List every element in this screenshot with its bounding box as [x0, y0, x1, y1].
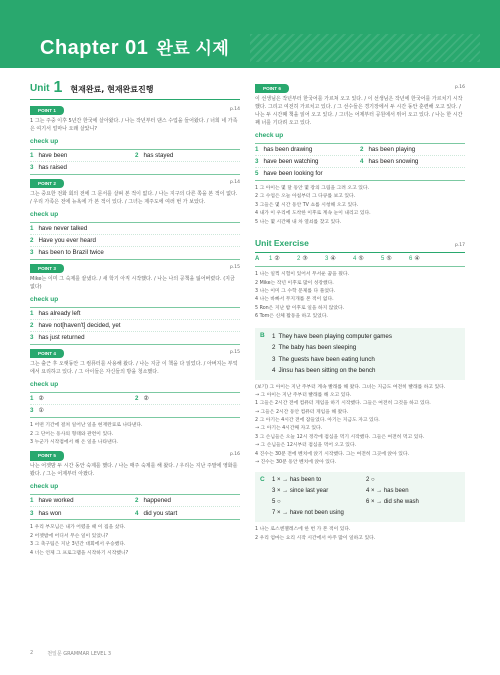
exercise-c-item [366, 508, 460, 519]
note-line: → 진수는 30분 동안 벤치에 앉아 있다. [255, 460, 337, 466]
note-line: → 그들은 2시간 동안 컴퓨터 게임을 해 왔다. [255, 409, 349, 415]
answer-number: 3 [30, 509, 34, 517]
note-line: 2 그 수업은 오늘 아침부터 그 다큐를 보고 있다. [255, 194, 356, 200]
page-footer [30, 650, 111, 657]
point-4-notes [30, 422, 240, 447]
chapter-banner [0, 0, 500, 68]
answer-number: 1 [30, 309, 34, 317]
exercise-a-label: A [255, 256, 260, 263]
answer-text: has been snowing [368, 157, 419, 165]
answer-text: have not[haven't] decided, yet [38, 321, 121, 329]
item-number: 4 [353, 256, 357, 263]
exercise-a-item [381, 255, 409, 264]
note-line: 4 내가 이 우리에 도착한 이후로 계속 눈이 내리고 있다. [255, 211, 371, 217]
point-header [30, 264, 240, 273]
answer-row [30, 495, 240, 507]
check-up-answers [30, 307, 240, 345]
answer-cell [30, 309, 240, 319]
point-explanation: 나는 어젯밤 두 시간 동안 숙제를 했다. / 나는 매주 숙제를 해 왔다. / 우리는 지난 주말에 영화를 봤다. / 그는 어제부터 아팠다. [30, 463, 238, 478]
answer-text: has raised [38, 164, 68, 172]
item-answer: The guests have been eating lunch [278, 355, 375, 363]
item-answer: They have been playing computer games [278, 332, 392, 340]
unit-exercise-title: Unit Exercise [255, 238, 309, 249]
answer-cell [30, 236, 240, 246]
item-answer: ④ [330, 256, 336, 263]
item-answer: The baby has been sleeping [278, 344, 357, 352]
exercise-c-item: 3 × → since last year [272, 488, 329, 495]
answer-text: ② [38, 394, 45, 402]
item-answer: ③ [302, 256, 308, 263]
check-up-label: check up [30, 381, 59, 389]
check-up-label: check up [30, 138, 59, 145]
answer-cell [30, 163, 240, 173]
answer-cell [30, 224, 240, 234]
exercise-b-item [272, 365, 460, 377]
exercise-a-item [353, 255, 381, 264]
item-answer: ⑤ [358, 256, 364, 263]
point-tag: POINT 2 [30, 179, 64, 188]
exercise-c-item: 6 × → did she wash [366, 499, 419, 506]
answer-text: has already left [38, 309, 81, 317]
note-line: 2 그 아기는 4시간 전에 잠들었다. 아기는 지금도 자고 있다. [255, 418, 380, 424]
exercise-c-item: 5 ○ [272, 499, 281, 506]
answer-number: 1 [30, 224, 34, 232]
point-explanation: 그는 출근 후 오랫동안 그 컴퓨터를 사용해 왔다. / 나는 지금 이 책을 다 읽었다. / 아버지는 부엌에서 요리하고 있다. / 그 아이들은 자신들의 방을 청소했다. [30, 361, 238, 376]
answer-row [30, 320, 240, 332]
note-line: 1 나는 로스엔젤레스에 한 번 가 본 적이 있다. [255, 527, 351, 533]
exercise-c-grid [272, 475, 460, 519]
answer-number: 1 [30, 151, 34, 159]
answer-cell [30, 321, 240, 331]
answer-text: did you start [143, 509, 178, 517]
answer-number: 2 [135, 497, 139, 505]
point-page-ref: p.14 [229, 107, 240, 112]
exercise-b-notes [255, 384, 465, 468]
unit-exercise-header [255, 237, 465, 253]
answer-text: has been drawing [263, 145, 313, 153]
unit-header [30, 80, 240, 100]
answer-number: 1 [255, 145, 259, 153]
answer-row [255, 144, 465, 156]
answer-number: 2 [135, 151, 139, 159]
unit-label: Unit [30, 81, 49, 97]
exercise-a-answers [255, 253, 465, 267]
check-up-answers [30, 149, 240, 175]
answer-text: Have you ever heard [38, 236, 96, 244]
exercise-a-notes [255, 271, 465, 321]
answer-text: have never talked [38, 224, 88, 232]
answer-number: 2 [30, 236, 34, 244]
exercise-a-item [325, 255, 353, 264]
unit-number: 1 [53, 79, 63, 96]
page-number: 2 [30, 650, 34, 656]
answer-number: 4 [135, 509, 139, 517]
note-line: 2 그 단어는 동사의 형태와 관련이 있다. [30, 431, 114, 437]
answer-row [255, 168, 465, 180]
note-line: 3 그들은 몇 시간 동안 TV 쇼를 시청해 오고 있다. [255, 202, 359, 208]
point-page-ref: p.15 [229, 350, 240, 356]
item-answer: ④ [414, 256, 420, 263]
exercise-c-box [255, 472, 465, 522]
note-line: 6 Tom은 신체 활동을 하고 있었다. [255, 314, 328, 320]
point-page-ref: p.16 [229, 452, 240, 458]
point-explanation: Mike는 이미 그 숙제를 끝냈다. / 새 학기 아직 시작했다. / 나는 나의 공책을 잃어버렸다. (지금 없다) [30, 276, 235, 291]
answer-row [30, 393, 240, 405]
check-up-label: check up [30, 483, 59, 491]
book-title: 천일문 GRAMMAR LEVEL 3 [47, 651, 112, 657]
chapter-number: Chapter 01 [40, 37, 149, 59]
item-number: 2 [297, 256, 301, 263]
point-header [255, 84, 465, 93]
note-line: 4 너는 언제 그 프로그램을 시작하기 시작했니? [30, 550, 129, 556]
point-6-notes [255, 185, 465, 227]
answer-number: 1 [30, 394, 34, 402]
answer-row [30, 332, 240, 344]
check-up-answers [30, 222, 240, 260]
check-up-answers [30, 392, 240, 418]
answer-cell [360, 157, 465, 167]
note-line: 1 우리 부모님은 내가 어렸을 때 이 집을 샀다. [30, 525, 126, 531]
point-explanation: 1 그는 주중 이후 5년간 한국에 살아왔다. / 나는 작년부터 댄스 수업을 들어왔다. / 너희 네 가족은 여기서 얼마나 오래 살았니? [30, 118, 238, 132]
check-up-label: check up [255, 132, 284, 139]
note-line: 3 나는 이미 그 수학 문제를 다 풀었다. [255, 288, 336, 294]
left-points [30, 106, 240, 558]
answer-cell [30, 394, 135, 404]
answer-cell [135, 151, 240, 161]
answer-number: 3 [30, 334, 34, 342]
answer-cell [135, 509, 240, 519]
exercise-b-item [272, 342, 460, 354]
answer-number: 2 [30, 321, 34, 329]
point-tag: POINT 3 [30, 264, 64, 273]
answer-row [30, 223, 240, 235]
point-tag: POINT 5 [30, 451, 64, 460]
point-header [30, 106, 240, 115]
answer-cell [255, 169, 465, 179]
right-column [255, 80, 465, 543]
item-number: 5 [381, 256, 385, 263]
point-header [30, 451, 240, 460]
banner-stripe [250, 34, 480, 62]
exercise-c-item: 7 × → have not been using [272, 510, 344, 517]
exercise-b-item [272, 354, 460, 366]
answer-number: 2 [135, 394, 139, 402]
point-header [30, 179, 240, 188]
answer-cell [255, 145, 360, 155]
answer-row [30, 150, 240, 162]
item-number: 6 [409, 256, 413, 263]
item-number: 2 [272, 344, 276, 352]
answer-text: has been to Brazil twice [38, 249, 104, 257]
answer-row [30, 235, 240, 247]
answer-text: has won [38, 509, 62, 517]
note-line: 2 우리 엄마는 요리 시작 시간에서 아주 많이 일하고 있다. [255, 535, 376, 541]
answer-text: has been playing [368, 145, 416, 153]
note-line: (보기) 그 아이는 지난 주부터 계속 빨래를 해 왔다. 그녀는 지금도 여전히 빨래를 하고 있다. [255, 384, 446, 390]
answer-row [30, 247, 240, 259]
exercise-c-notes [255, 526, 465, 543]
note-line: 2 어젯밤에 어디서 무슨 일이 있었니? [30, 533, 109, 539]
point-page-ref: p.15 [229, 265, 240, 271]
answer-number: 3 [30, 164, 34, 172]
answer-number: 3 [30, 249, 34, 257]
unit-subtitle: 현재완료, 현재완료진행 [70, 84, 154, 94]
note-line: 3 그 손님들은 오늘 12시 정각에 점심을 먹기 시작했다. 그들은 여전히 먹고 있다. [255, 434, 425, 440]
check-up-label: check up [30, 211, 59, 219]
answer-cell [255, 157, 360, 167]
point-tag: POINT 1 [30, 106, 64, 115]
answer-cell [30, 333, 240, 343]
point-page-ref: p.16 [454, 85, 465, 90]
exercise-b-box [255, 328, 465, 380]
check-up-answers [255, 143, 465, 181]
answer-text: have been watching [263, 157, 319, 165]
note-line: → 그 아이는 지난 주부터 빨래를 해 오고 있다. [255, 392, 352, 398]
note-line: 1 어떤 기간에 걸쳐 일어난 일을 현재완료로 나타낸다. [30, 423, 143, 429]
exercise-c-item: 4 × → has been [366, 488, 409, 495]
chapter-title [40, 34, 229, 60]
check-up-label: check up [30, 296, 59, 304]
note-line: 1 그들은 2시간 전에 컴퓨터 게임을 하기 시작했다. 그들은 여전히 그것을 하고 있다. [255, 401, 431, 407]
exercise-c-label: C [260, 476, 265, 484]
answer-row [30, 308, 240, 320]
answer-text: ① [38, 407, 45, 415]
note-line: → 그 손님들은 12시부터 점심을 먹어 오고 있다. [255, 443, 357, 449]
note-line: 3 그 축구팀은 지난 3년간 대회에서 우승했다. [30, 542, 126, 548]
exercise-a-item [269, 255, 297, 264]
item-number: 1 [269, 256, 273, 263]
note-line: 2 Mike는 작년 이후로 많이 성장했다. [255, 280, 334, 286]
note-line: 1 그 아이는 몇 달 동안 몇 장의 그림을 그려 오고 있다. [255, 186, 370, 192]
answer-row [255, 156, 465, 168]
note-line: 3 누군가 시작점에서 해 온 일을 나타낸다. [30, 440, 118, 446]
check-up-answers [30, 494, 240, 520]
chapter-title-korean: 완료 시제 [156, 39, 230, 58]
answer-text: have been [38, 151, 68, 159]
point-tag: POINT 4 [30, 349, 64, 358]
left-column [30, 80, 240, 558]
answer-text: has stayed [143, 151, 174, 159]
point-header [30, 349, 240, 358]
note-line: 4 나는 바빠서 무지개를 본 적이 없다. [255, 297, 334, 303]
answer-number: 1 [30, 497, 34, 505]
item-number: 3 [272, 355, 276, 363]
point-5-notes [30, 524, 240, 558]
note-line: 5 Ron은 지난 밤 이후로 일을 하지 않았다. [255, 305, 345, 311]
answer-number: 4 [360, 157, 364, 165]
item-number: 3 [325, 256, 329, 263]
item-number: 4 [272, 367, 276, 375]
answer-text: ② [143, 394, 150, 402]
item-answer: ② [274, 256, 280, 263]
note-line: 1 나는 일찍 시험이 있어서 무서운 꿈을 꿨다. [255, 272, 350, 278]
answer-row [30, 507, 240, 519]
note-line: 5 나는 몇 시간째 내 차 열쇠를 찾고 있다. [255, 219, 342, 225]
exercise-a-item [297, 255, 325, 264]
answer-cell [30, 151, 135, 161]
answer-text: have been looking for [263, 170, 323, 178]
answer-cell [30, 406, 240, 416]
exercise-c-item: 1 × → has been to [272, 477, 322, 484]
answer-cell [135, 394, 240, 404]
answer-cell [360, 145, 465, 155]
item-number: 1 [272, 332, 276, 340]
answer-cell [135, 496, 240, 506]
exercise-a-item [409, 255, 437, 264]
answer-text: happened [143, 497, 171, 505]
answer-row [30, 162, 240, 174]
point-page-ref: p.14 [229, 180, 240, 186]
note-line: 4 진수는 30분 전에 벤치에 앉기 시작했다. 그는 여전히 그곳에 앉아 있다. [255, 451, 410, 457]
answer-number: 3 [30, 407, 34, 415]
answer-cell [30, 496, 135, 506]
point-explanation: 이 선생님은 작년부터 한국어를 가르쳐 오고 있다. / 이 선생님은 작년에 한국어를 가르치기 시작했다. 그리고 여전히 가르치고 있다. / 그 선수들은 경기장에서 두 시간 동안 훈련해 오고 있다. / 나는 두 시간째 책을 읽어 오고 있다. / 그녀는 어제부터 공원에서 뛰어 오고 있다. / 나는 한 시간째 너를 기다려 오고 있다. [255, 96, 463, 126]
item-answer: Jinsu has been sitting on the bench [278, 367, 376, 375]
point-explanation: 그는 중요한 전화 회의 전에 그 문서를 살펴 본 적이 없다. / 나는 지구의 다른 쪽을 본 적이 없다. / 우리 가족은 전에 뉴욕에 가 본 적이 있다. / 그녀는 제주도에 여러 번 가 보았다. [30, 191, 238, 206]
answer-row [30, 405, 240, 417]
exercise-b-item [272, 331, 460, 343]
answer-number: 5 [255, 170, 259, 178]
answer-number: 2 [360, 145, 364, 153]
answer-text: has just returned [38, 334, 85, 342]
exercise-b-label: B [260, 331, 265, 339]
exercise-c-item: 2 ○ [366, 477, 375, 484]
point-tag: POINT 6 [255, 84, 289, 93]
note-line: → 그 아기는 4시간째 자고 있다. [255, 426, 323, 432]
point-6-section [255, 84, 465, 181]
exercise-b-list [272, 331, 460, 377]
answer-text: have worked [38, 497, 74, 505]
unit-exercise-page: p.17 [454, 243, 465, 249]
answer-cell [30, 509, 135, 519]
item-answer: ⑤ [386, 256, 392, 263]
answer-cell [30, 248, 240, 258]
answer-number: 3 [255, 157, 259, 165]
